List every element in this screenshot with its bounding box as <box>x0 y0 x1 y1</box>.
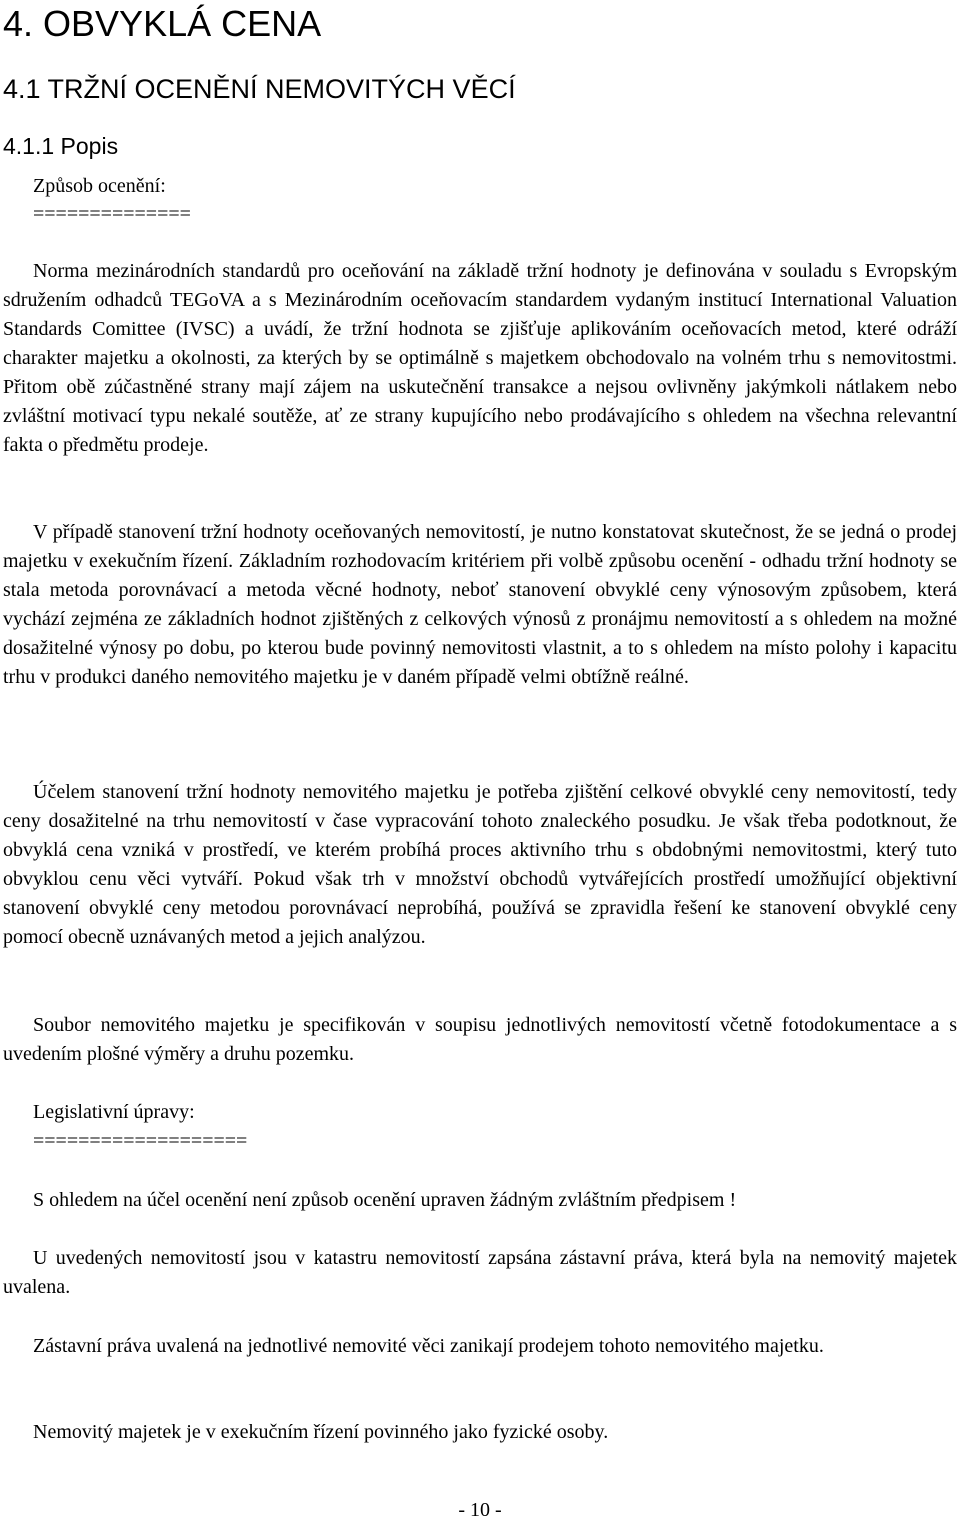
paragraph-property-set: Soubor nemovitého majetku je specifikován v soupisu jednotlivých nemovitostí včetně fotodokumentace a s uvedením plošné výměry a druhu pozemku. <box>3 1014 957 1065</box>
method-underline: ============== <box>33 203 191 225</box>
page-number: - 10 - <box>458 1499 502 1521</box>
paragraph-execution-proceedings: Nemovitý majetek je v exekučním řízení povinného jako fyzické osoby. <box>33 1421 609 1443</box>
legislative-underline: =================== <box>33 1130 248 1152</box>
method-label: Způsob ocenění: <box>33 175 166 197</box>
section-heading: 4.1 TRŽNÍ OCENĚNÍ NEMOVITÝCH VĚCÍ <box>3 74 516 104</box>
subsection-heading: 4.1.1 Popis <box>3 133 119 159</box>
paragraph-purpose: Účelem stanovení tržní hodnoty nemovitého majetku je potřeba zjištění celkové obvyklé ceny nemovitostí, tedy ceny dosažitelné na trhu nemovitostí v čase vypracování tohoto znaleckého posudku. Je však třeba podotknout, že obvyklá cena vzniká v prostředí, ve kterém probíhá proces aktivního trhu s obdobnými nemovitostmi, který tuto obvyklou cenu věci vytváří. Pokud však trh v množství obchodů vytvářejících prostředí umožňující objektivní stanovení obvyklé ceny metodou porovnávací neprobíhá, používá se zpravidla řešení ke stanovení obvyklé ceny pomocí obecně uznávaných metod a jejich analýzou. <box>3 781 957 948</box>
paragraph-liens-expire: Zástavní práva uvalená na jednotlivé nemovité věci zanikají prodejem tohoto nemovitého majetku. <box>33 1335 824 1357</box>
paragraph-liens-registered: U uvedených nemovitostí jsou v katastru nemovitostí zapsána zástavní práva, která byla na nemovitý majetek uvalena. <box>3 1247 957 1298</box>
chapter-heading: 4. OBVYKLÁ CENA <box>3 3 322 44</box>
paragraph-market-value-definition: Norma mezinárodních standardů pro oceňování na základě tržní hodnoty je definována v souladu s Evropským sdružením odhadců TEGoVA a s Mezinárodním oceňovacím standardem vydaným institucí International Valuation Standards Comittee (IVSC) a uvádí, že tržní hodnota se zjišťuje aplikováním oceňovacích metod, které odráží charakter majetku a okolnosti, za kterých by se optimálně s majetkem obchodovalo na volném trhu s nemovitostmi. Přitom obě zúčastněné strany mají zájem na uskutečnění transakce a nejsou ovlivněny jakýmkoli nátlakem nebo zvláštní motivací typu nekalé soutěže, ať ze strany kupujícího nebo prodávajícího s ohledem na všechna relevantní fakta o předmětu prodeje. <box>3 260 957 456</box>
paragraph-valuation-method: V případě stanovení tržní hodnoty oceňovaných nemovitostí, je nutno konstatovat skutečnost, že se jedná o prodej majetku v exekučním řízení. Základním rozhodovacím kritériem při volbě způsobu ocenění - odhadu tržní hodnoty se stala metoda porovnávací a metoda věcné hodnoty, neboť stanovení obvyklé ceny výnosovým způsobem, která vychází zejména ze základních hodnot zjištěných z celkových výnosů z pronájmu nemovitostí a s ohledem na možné dosažitelné výnosy po dobu, po kterou bude povinný nemovitosti vlastnit, a to s ohledem na místo polohy i kapacitu trhu v produkci daného nemovitého majetku je v daném případě velmi obtížně reálné. <box>3 521 957 688</box>
paragraph-no-regulation: S ohledem na účel ocenění není způsob ocenění upraven žádným zvláštním předpisem ! <box>33 1189 737 1211</box>
legislative-label: Legislativní úpravy: <box>33 1101 195 1123</box>
